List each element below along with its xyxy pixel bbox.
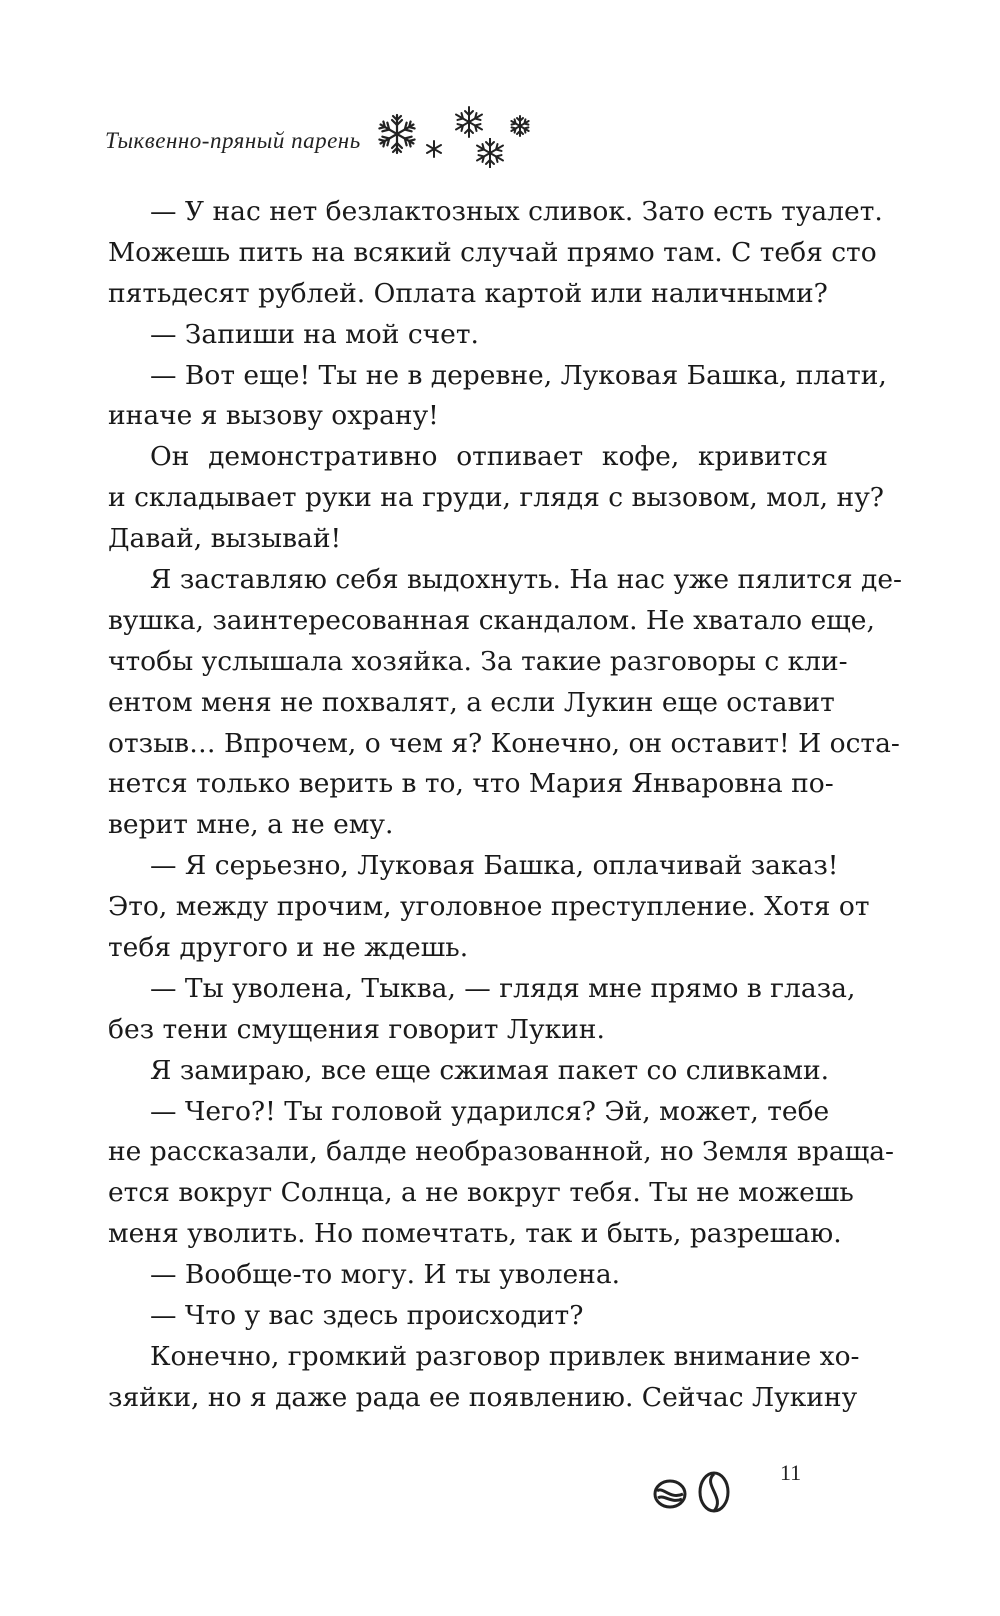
- text-line: ентом меня не похвалят, а если Лукин еще оставит: [108, 686, 835, 718]
- text-line: Это, между прочим, уголовное преступление. Хотя от: [108, 891, 870, 923]
- text-line: тебя другого и не ждешь.: [108, 932, 469, 964]
- coffee-beans-icon: [650, 1470, 740, 1515]
- text-line: — Я серьезно, Луковая Башка, оплачивай заказ!: [150, 850, 839, 882]
- text-line: — Запиши на мой счет.: [150, 318, 479, 350]
- text-line: отзыв… Впрочем, о чем я? Конечно, он оставит! И оста-: [108, 727, 900, 759]
- text-line: не рассказали, балде необразованной, но Земля враща-: [108, 1136, 895, 1168]
- body-text: [108, 192, 902, 1419]
- text-line: иначе я вызову охрану!: [108, 400, 439, 432]
- text-line: меня уволить. Но помечтать, так и быть, разрешаю.: [108, 1218, 842, 1250]
- text-line: Конечно, громкий разговор привлек внимание хо-: [150, 1340, 860, 1372]
- snowflakes-icon: [380, 100, 550, 180]
- text-line: без тени смущения говорит Лукин.: [108, 1013, 605, 1045]
- text-line: верит мне, а не ему.: [108, 809, 394, 841]
- text-line: Он демонстративно отпивает кофе, кривится: [150, 441, 828, 473]
- text-line: Давай, вызывай!: [108, 523, 342, 555]
- text-line: — Ты уволена, Тыква, — глядя мне прямо в глаза,: [150, 972, 856, 1004]
- text-line: — Что у вас здесь происходит?: [150, 1300, 584, 1332]
- text-line: Я заставляю себя выдохнуть. На нас уже пялится де-: [150, 564, 902, 596]
- text-line: чтобы услышала хозяйка. За такие разговоры с кли-: [108, 645, 848, 677]
- text-line: и складывает руки на груди, глядя с вызовом, мол, ну?: [108, 482, 884, 514]
- text-line: — Чего?! Ты головой ударился? Эй, может, тебе: [150, 1095, 830, 1127]
- text-line: пятьдесят рублей. Оплата картой или наличными?: [108, 277, 828, 309]
- text-line: — Вообще-то могу. И ты уволена.: [150, 1259, 621, 1291]
- text-line: — У нас нет безлактозных сливок. Зато есть туалет.: [150, 196, 883, 227]
- text-line: — Вот еще! Ты не в деревне, Луковая Башка, плати,: [150, 359, 887, 391]
- text-line: ется вокруг Солнца, а не вокруг тебя. Ты не можешь: [108, 1177, 854, 1209]
- text-line: Можешь пить на всякий случай прямо там. С тебя сто: [108, 236, 877, 268]
- text-line: вушка, заинтересованная скандалом. Не хватало еще,: [108, 604, 875, 636]
- text-line: зяйки, но я даже рада ее появлению. Сейчас Лукину: [108, 1381, 858, 1413]
- running-title: Тыквенно-пряный парень: [105, 128, 361, 153]
- text-line: нется только верить в то, что Мария Январовна по-: [108, 768, 834, 800]
- page-number: 11: [780, 1460, 802, 1485]
- text-line: Я замираю, все еще сжимая пакет со сливками.: [150, 1054, 830, 1086]
